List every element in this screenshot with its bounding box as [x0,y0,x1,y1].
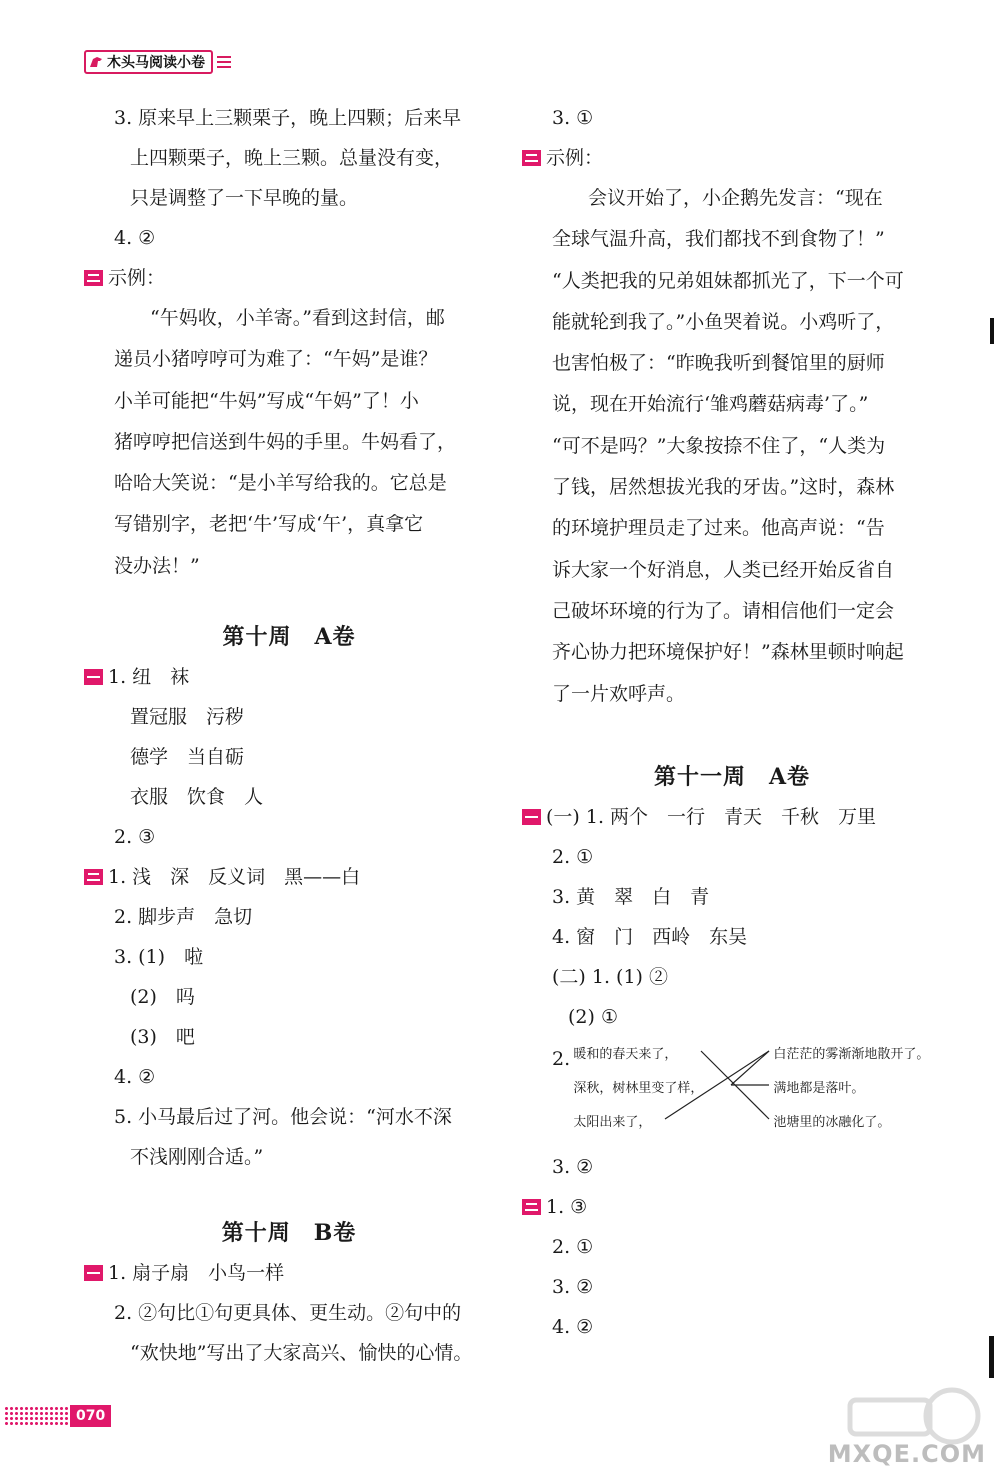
page-number: 070 [70,1405,111,1427]
match-number: 2. [552,1047,571,1070]
story-line: 了钱，居然想拔光我的牙齿。”这时，森林 [552,476,895,499]
example-story [84,298,494,587]
answer-line: 3. 黄 翠 白 青 [552,885,710,908]
answer-line: 只是调整了一下早晚的量。 [130,187,359,209]
answer-line: 3. ① [552,107,594,129]
edge-mark [990,318,994,344]
section-two-marker [84,869,103,885]
week10a-title: 第十周 A卷 [222,624,356,651]
section-two-marker [84,270,103,286]
section-two-example [522,138,942,178]
answer-line: 3. ② [552,1275,594,1298]
answer-line: 2. ③ [114,826,156,849]
story-line: 会议开始了，小企鹅先发言：“现在 [588,187,883,209]
match-line [731,1051,769,1085]
match-right-item: 白茫茫的雾渐渐地散开了。 [773,1046,930,1062]
right-column [522,98,942,1347]
answer-line: 4. ② [114,227,156,249]
example-story [522,178,942,715]
story-line: 的环境护理员走了过来。他高声说：“告 [552,517,885,540]
section-two-marker [522,150,541,166]
answer-line: 衣服 饮食 人 [130,786,264,809]
horse-icon [88,55,104,69]
story-line: 诉大家一个好消息，人类已经开始反省自 [552,558,895,581]
match-right-item: 满地都是落叶。 [773,1080,865,1096]
answer-line: 4. ② [552,1315,594,1338]
story-line: “人类把我的兄弟姐妹都抓光了，下一个可 [552,269,904,292]
story-line: 己破坏环境的行为了。请相信他们一定会 [552,599,895,622]
answer-line: 不浅刚刚合适。” [130,1146,264,1169]
example-label: 示例： [546,147,604,169]
answer-line: “欢快地”写出了大家高兴、愉快的心情。 [130,1342,473,1365]
answer-line: 1. 浅 深 反义词 黑——白 [84,857,494,897]
watermark-text: MXQE.COM [827,1440,986,1468]
week11a-title: 第十一周 A卷 [653,763,811,790]
answer-line: (二) 1. (1) ② [552,965,668,988]
answer-line: (3) 吧 [130,1026,195,1049]
answer-line: 3. ② [552,1155,594,1178]
answer-line: 3. (1) 啦 [114,946,204,969]
answer-line: 2. 脚步声 急切 [114,906,253,929]
answer-line: (2) ① [568,1005,618,1028]
section-one-marker [522,809,541,825]
page-footer [0,1404,111,1428]
section-one-marker [84,669,103,685]
section-two-example [84,258,494,298]
story-line: 全球气温升高，我们都找不到食物了！” [552,228,885,251]
match-left-item: 太阳出来了， [573,1114,652,1130]
story-line: 也害怕极了：“昨晚我听到餐馆里的厨师 [552,352,885,375]
example-label: 示例： [108,267,166,289]
story-line: 说，现在开始流行‘雏鸡蘑菇病毒’了。” [552,393,869,416]
match-left-item: 暖和的春天来了， [573,1046,678,1062]
answer-line: (一) 1. 两个 一行 青天 千秋 万里 [522,797,942,837]
brand-name: 木头马阅读小卷 [107,55,205,71]
match-lines [573,1037,953,1143]
answer-line: 5. 小马最后过了河。他会说：“河水不深 [114,1106,452,1129]
answer-line: 4. 窗 门 西岭 东吴 [552,925,748,948]
story-line: 猪哼哼把信送到牛妈的手里。牛妈看了， [114,430,457,453]
story-line: “可不是吗？”大象按捺不住了，“人类为 [552,434,886,457]
brand-logo [84,50,213,74]
answer-line: 1. 纽 袜 [84,657,494,697]
answer-line: 1. ③ [522,1187,942,1227]
answer-line: (2) 吗 [130,986,195,1009]
story-line: 递员小猪哼哼可为难了：“午妈”是谁？ [114,348,438,371]
matching-exercise [522,1037,942,1147]
edge-mark [989,1336,994,1378]
story-line: 小羊可能把“牛妈”写成“午妈”了！小 [114,389,419,412]
answer-line: 4. ② [114,1066,156,1089]
brand-lines [217,56,231,68]
answer-line: 2. ②句比①句更具体、更生动。②句中的 [114,1302,462,1325]
section-two-marker [522,1199,541,1215]
header-brand [84,50,231,74]
answer-line: 德学 当自砺 [130,746,245,769]
story-line: 哈哈大笑说：“是小羊写给我的。它总是 [114,472,447,495]
answer-line: 2. ① [552,1235,594,1258]
answer-line: 上四颗栗子，晚上三颗。总量没有变， [130,147,454,169]
match-right-item: 池塘里的冰融化了。 [773,1114,891,1130]
story-line: 齐心协力把环境保护好！”森林里顿时响起 [552,641,904,664]
match-area [573,1037,942,1143]
week10b-title: 第十周 B卷 [221,1220,357,1247]
story-line: “午妈收，小羊寄。”看到这封信，邮 [150,307,445,329]
answer-line: 2. ① [552,845,594,868]
section-one-marker [84,1265,103,1281]
left-column [84,98,494,1373]
match-left-item: 深秋，树林里变了样， [573,1080,704,1096]
answer-line: 3. 原来早上三颗栗子，晚上四颗；后来早 [114,107,462,129]
dot-pattern [4,1406,70,1426]
answer-line: 置冠服 污秽 [130,706,245,729]
story-line: 没办法！” [114,554,200,577]
story-line: 能就轮到我了。”小鱼哭着说。小鸡听了， [552,310,895,333]
story-line: 了一片欢呼声。 [552,682,686,705]
story-line: 写错别字，老把‘牛’写成‘午’，真拿它 [114,513,424,536]
answer-line: 1. 扇子扇 小鸟一样 [84,1253,494,1293]
